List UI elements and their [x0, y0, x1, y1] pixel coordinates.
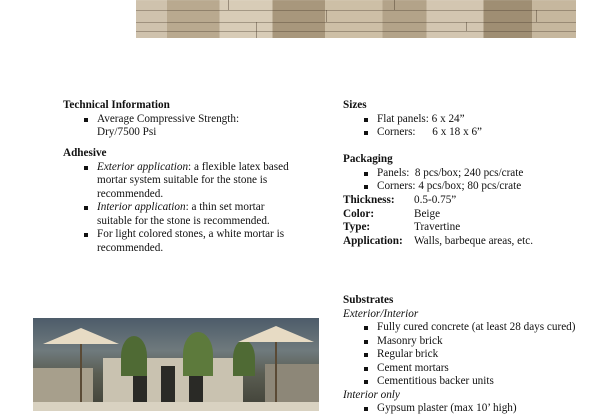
- substrates-heading: Substrates: [343, 294, 394, 306]
- stone-course-line: [136, 22, 576, 23]
- list-item: Cementitious backer units: [343, 375, 600, 389]
- umbrella-pole: [275, 342, 277, 411]
- substrates-ext-int-label: Exterior/Interior: [343, 307, 419, 320]
- adhesive-item-line: recommended.: [97, 187, 164, 200]
- plant: [233, 340, 255, 376]
- stone-seam: [326, 10, 327, 22]
- list-item: Corners: 6 x 18 x 6”: [343, 126, 583, 140]
- technical-section: [63, 99, 323, 140]
- spec-row: [343, 235, 593, 249]
- technical-item-line: Average Compressive Strength:: [97, 112, 240, 125]
- adhesive-item-label: Exterior application: [97, 160, 189, 173]
- technical-list: [63, 113, 323, 140]
- spec-key: Thickness:: [343, 194, 395, 206]
- list-item: [63, 228, 333, 255]
- packaging-heading: Packaging: [343, 153, 393, 165]
- list-item: [63, 201, 333, 228]
- list-item: Masonry brick: [343, 335, 600, 349]
- list-item: Gypsum plaster (max 10’ high): [343, 402, 600, 416]
- umbrella-pole: [80, 344, 82, 411]
- list-item: Regular brick: [343, 348, 600, 362]
- adhesive-item-text: : a thin set mortar: [185, 201, 265, 213]
- adhesive-item-line: suitable for the stone is recommended.: [97, 214, 270, 227]
- adhesive-item-text: : a flexible latex based: [188, 160, 289, 173]
- spec-key: Application:: [343, 234, 403, 247]
- specs-table: [343, 194, 593, 248]
- spec-key: Type:: [343, 221, 371, 233]
- sizes-heading: Sizes: [343, 99, 367, 111]
- list-item: Cement mortars: [343, 362, 600, 376]
- substrates-section: [343, 294, 600, 416]
- adhesive-item-line: recommended.: [97, 241, 164, 254]
- packaging-list: [343, 167, 593, 194]
- stone-course-line: [136, 10, 576, 11]
- umbrella: [43, 328, 119, 344]
- spec-value: Walls, barbeque areas, etc.: [414, 234, 533, 247]
- adhesive-section: [63, 147, 333, 255]
- patio-application-photo: [33, 318, 319, 411]
- spec-value: Beige: [414, 207, 441, 220]
- adhesive-item-line: [97, 201, 333, 215]
- stone-seam: [228, 0, 229, 10]
- substrates-ext-int-list: [343, 321, 600, 389]
- list-item: Flat panels: 6 x 24”: [343, 113, 583, 127]
- technical-heading: Technical Information: [63, 99, 170, 111]
- adhesive-item-line: mortar system suitable for the stone is: [97, 174, 268, 186]
- spec-value: 0.5-0.75”: [414, 194, 457, 206]
- stone-seam: [256, 22, 257, 38]
- spec-value: Travertine: [414, 221, 461, 233]
- packaging-section: [343, 153, 593, 194]
- stone-seam: [394, 0, 395, 10]
- adhesive-item-line: [97, 161, 333, 175]
- stone-panel-photo: [136, 0, 576, 38]
- adhesive-heading: Adhesive: [63, 147, 107, 159]
- umbrella: [238, 326, 314, 342]
- spec-row: [343, 194, 593, 208]
- adhesive-item-line: For light colored stones, a white mortar is: [97, 228, 285, 240]
- plant: [183, 332, 213, 376]
- spec-row: [343, 208, 593, 222]
- sizes-section: [343, 99, 583, 140]
- spec-row: [343, 221, 593, 235]
- list-item: [63, 161, 333, 202]
- list-item: Panels: 8 pcs/box; 240 pcs/crate: [343, 167, 593, 181]
- sizes-list: [343, 113, 583, 140]
- stone-course-line: [136, 31, 576, 32]
- plant: [121, 336, 147, 376]
- lounge-deck: [33, 402, 319, 411]
- stone-seam: [536, 10, 537, 22]
- adhesive-item-label: Interior application: [97, 201, 186, 213]
- substrates-interior-list: [343, 402, 600, 416]
- list-item: Corners: 4 pcs/box; 80 pcs/crate: [343, 180, 593, 194]
- spec-key: Color:: [343, 207, 375, 220]
- substrates-interior-label: Interior only: [343, 388, 400, 401]
- technical-item-line: Dry/7500 Psi: [97, 126, 157, 138]
- list-item: [63, 113, 323, 140]
- adhesive-list: [63, 161, 333, 256]
- stone-seam: [466, 22, 467, 31]
- list-item: Fully cured concrete (at least 28 days cured): [343, 321, 600, 335]
